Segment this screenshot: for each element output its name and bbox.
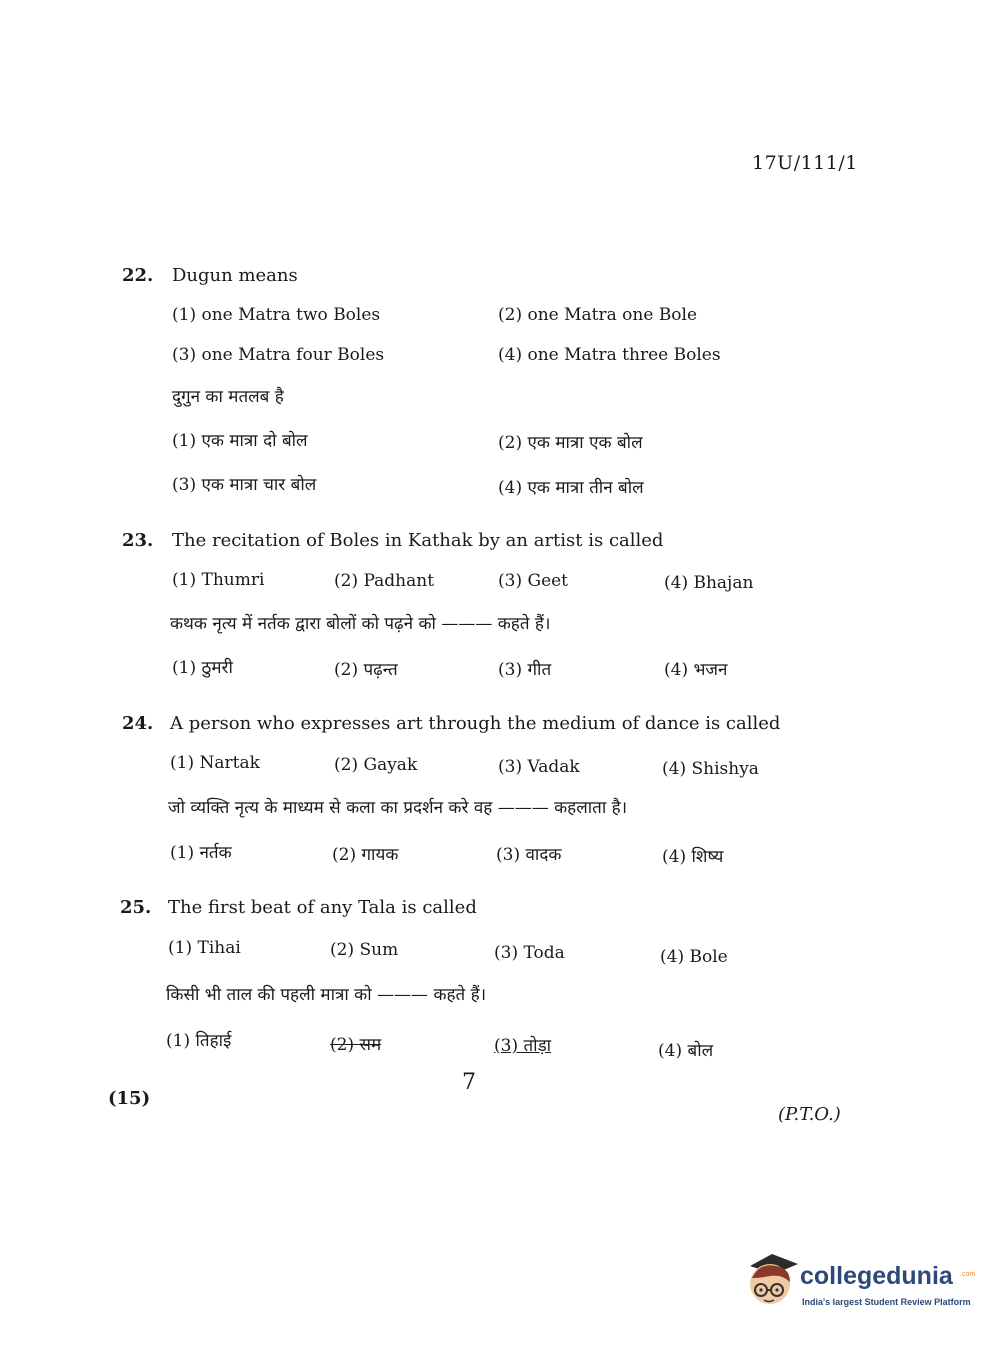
option-hi: (4) बोल xyxy=(658,1041,714,1061)
question-number: 25. xyxy=(120,897,152,918)
option-hi: (2) सम xyxy=(330,1035,382,1055)
logo-tagline: India's largest Student Review Platform xyxy=(802,1297,971,1307)
option-en: (2) Gayak xyxy=(334,755,418,775)
question-text-en: The recitation of Boles in Kathak by an artist is called xyxy=(172,530,664,551)
option-en: (3) Geet xyxy=(498,571,569,591)
option-en: (2) one Matra one Bole xyxy=(498,305,698,325)
option-en: (4) one Matra three Boles xyxy=(498,345,721,365)
option-hi: (3) एक मात्रा चार बोल xyxy=(172,475,317,495)
paper-code: 17U/111/1 xyxy=(752,152,858,174)
option-hi: (2) पढ़न्त xyxy=(334,660,398,680)
option-en: (4) Bhajan xyxy=(664,573,754,593)
option-hi: (4) शिष्य xyxy=(662,847,724,867)
question-number: 22. xyxy=(122,265,154,286)
option-en: (1) Tihai xyxy=(168,938,241,958)
option-hi: (1) तिहाई xyxy=(166,1031,232,1051)
question-number: 23. xyxy=(122,530,154,551)
option-en: (1) Nartak xyxy=(170,753,260,773)
option-hi: (1) नर्तक xyxy=(170,843,232,863)
option-en: (3) Vadak xyxy=(498,757,580,777)
question-text-hi: जो व्यक्ति नृत्य के माध्यम से कला का प्रदर्शन करे वह ——— कहलाता है। xyxy=(168,798,628,818)
question-text-en: Dugun means xyxy=(172,265,298,286)
option-hi: (1) एक मात्रा दो बोल xyxy=(172,431,308,451)
option-hi: (4) भजन xyxy=(664,660,728,680)
option-en: (4) Shishya xyxy=(662,759,759,779)
question-number: 24. xyxy=(122,713,154,734)
option-hi: (3) तोड़ा xyxy=(494,1036,552,1056)
option-en: (1) Thumri xyxy=(172,570,265,590)
question-text-hi: कथक नृत्य में नर्तक द्वारा बोलों को पढ़ने को ——— कहते हैं। xyxy=(170,614,551,634)
question-text-en: The first beat of any Tala is called xyxy=(168,897,477,918)
option-en: (4) Bole xyxy=(660,947,728,967)
question-text-hi: किसी भी ताल की पहली मात्रा को ——— कहते हैं। xyxy=(166,985,487,1005)
option-hi: (3) गीत xyxy=(498,660,552,680)
option-hi: (2) गायक xyxy=(332,845,399,865)
question-text-en: A person who expresses art through the medium of dance is called xyxy=(170,713,781,734)
option-hi: (1) ठुमरी xyxy=(172,658,233,678)
option-en: (3) one Matra four Boles xyxy=(172,345,385,365)
option-en: (1) one Matra two Boles xyxy=(172,305,381,325)
page-count: (15) xyxy=(108,1088,151,1109)
pto-label: (P.T.O.) xyxy=(778,1104,841,1125)
page-number: 7 xyxy=(462,1070,476,1095)
logo-wordmark: collegedunia xyxy=(800,1262,953,1290)
option-en: (2) Padhant xyxy=(334,571,435,591)
option-en: (2) Sum xyxy=(330,940,399,960)
collegedunia-mascot-icon xyxy=(742,1248,800,1312)
question-text-hi: दुगुन का मतलब है xyxy=(172,387,284,407)
option-hi: (2) एक मात्रा एक बोल xyxy=(498,433,643,453)
option-hi: (4) एक मात्रा तीन बोल xyxy=(498,478,644,498)
logo-domain-suffix: .com xyxy=(960,1271,976,1278)
option-hi: (3) वादक xyxy=(496,845,562,865)
option-en: (3) Toda xyxy=(494,943,565,963)
